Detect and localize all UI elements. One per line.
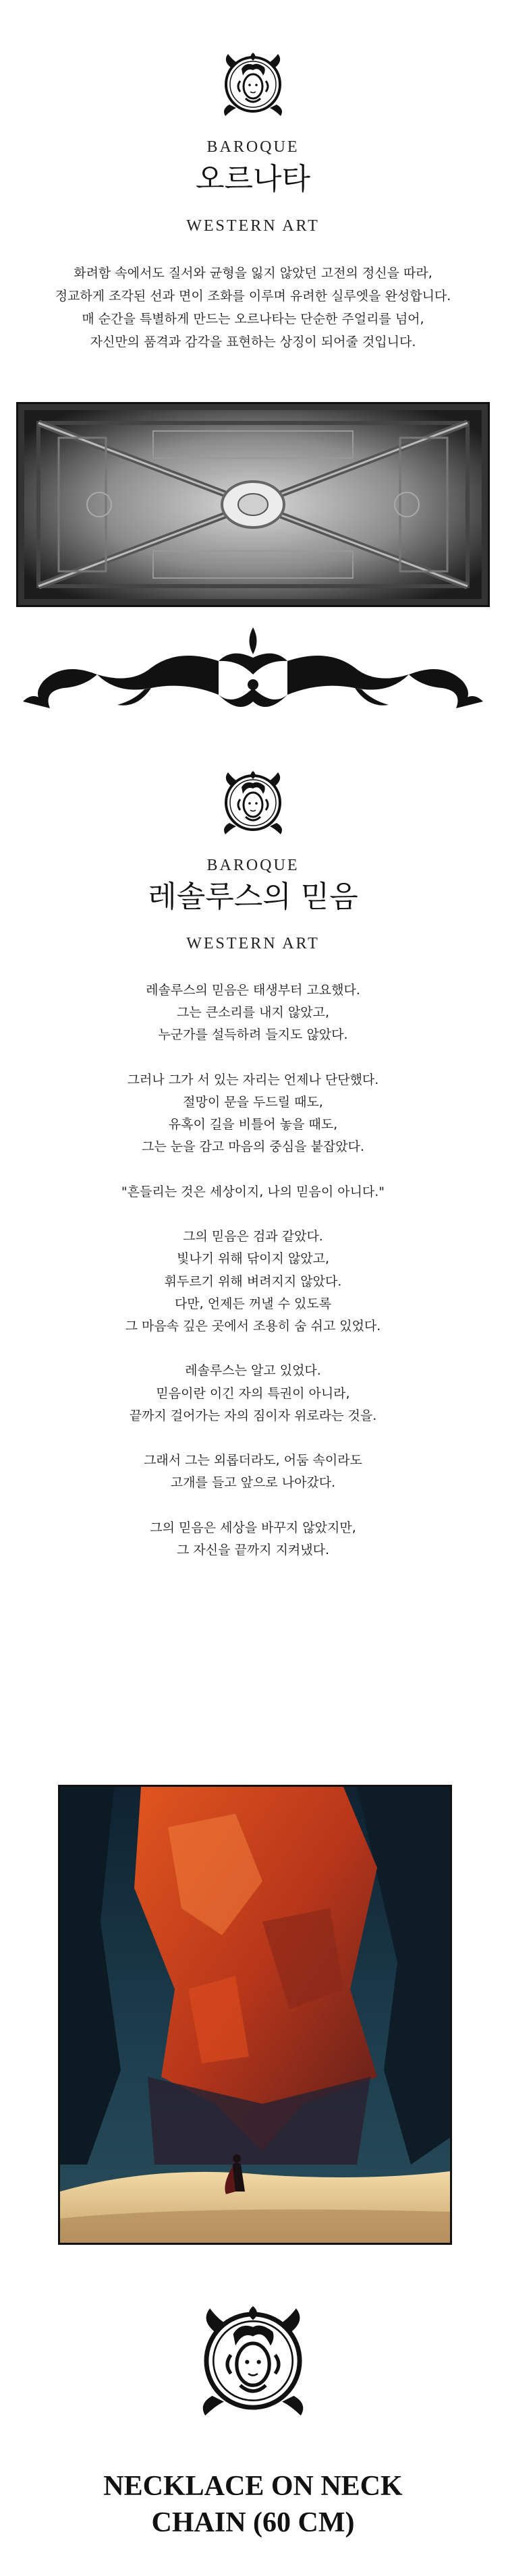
description-line: 정교하게 조각된 선과 면이 조화를 이루며 유려한 실루엣을 완성합니다. — [55, 289, 451, 304]
intro-section — [0, 0, 506, 728]
description-line: 화려함 속에서도 질서와 균형을 잃지 않았던 고전의 정신을 따라, — [74, 266, 432, 281]
product-title-line1: NECKLACE ON NECK — [103, 2471, 403, 2502]
medusa-medallion-logo — [216, 47, 290, 121]
brand-label-top: BAROQUE — [206, 857, 300, 874]
baroque-flourish-divider — [16, 621, 490, 722]
story-section — [0, 728, 506, 2246]
medusa-medallion-logo-large — [189, 2297, 317, 2425]
poem-line: 고개를 들고 앞으로 나아갔다. — [170, 1475, 336, 1491]
poem-line — [0, 1427, 506, 1450]
poem-line — [0, 1203, 506, 1226]
brand-label-bottom: WESTERN ART — [186, 217, 320, 235]
story-poem — [0, 979, 506, 1562]
poem-line: 그 자신을 끝까지 지켜냈다. — [176, 1543, 330, 1558]
poem-line: 그러나 그가 서 있는 자리는 언제나 단단했다. — [127, 1072, 379, 1087]
poem-line: 끝까지 걸어가는 자의 짐이자 위로라는 것을. — [129, 1408, 377, 1423]
brand-label-top: BAROQUE — [206, 138, 300, 156]
poem-line: 다만, 언제든 꺼낼 수 있도록 — [174, 1296, 332, 1311]
poem-line: 그는 큰소리를 내지 않았고, — [176, 1005, 330, 1021]
poem-line: 절망이 문을 두드릴 때도, — [183, 1095, 323, 1110]
poem-line — [0, 1047, 506, 1069]
story-title: 레솔루스의 믿음 — [148, 880, 358, 914]
red-cliff-illustration — [58, 1785, 452, 2245]
medusa-medallion-logo — [216, 766, 290, 840]
brand-label-bottom: WESTERN ART — [186, 935, 320, 952]
description-line: 자신만의 품격과 감각을 표현하는 상징이 되어줄 것입니다. — [90, 335, 416, 349]
poem-line: 누군가를 설득하려 들지도 않았다. — [158, 1027, 348, 1043]
poem-line — [0, 1495, 506, 1517]
poem-line: 그는 눈을 감고 마음의 중심을 붙잡았다. — [142, 1139, 364, 1155]
poem-line: 유혹이 길을 비틀어 놓을 때도, — [168, 1117, 338, 1133]
poem-line: 그의 믿음은 세상을 바꾸지 않았지만, — [150, 1520, 356, 1535]
product-section — [0, 2246, 506, 2576]
poem-line: 레솔루스는 알고 있었다. — [185, 1363, 321, 1379]
poem-line: "흔들리는 것은 세상이지, 나의 믿음이 아니다." — [121, 1184, 385, 1199]
product-title-line2: CHAIN (60 CM) — [151, 2507, 355, 2538]
poem-line: 믿음이란 이긴 자의 특권이 아니라, — [156, 1385, 350, 1401]
poem-line: 빛나기 위해 닦이지 않았고, — [176, 1251, 330, 1267]
baroque-ceiling-photo — [16, 402, 490, 607]
poem-line: 그래서 그는 외롭더라도, 어둠 속이라도 — [144, 1453, 362, 1468]
poem-line — [0, 1159, 506, 1181]
poem-line: 휘두르기 위해 벼려지지 않았다. — [164, 1273, 342, 1289]
poem-line: 그 마음속 깊은 곳에서 조용히 숨 쉬고 있었다. — [125, 1319, 381, 1334]
description-line: 매 순간을 특별하게 만드는 오르나타는 단순한 주얼리를 넘어, — [82, 312, 424, 326]
poem-line: 레솔루스의 믿음은 태생부터 고요했다. — [146, 983, 360, 998]
collection-title: 오르나타 — [195, 162, 310, 196]
poem-line: 그의 믿음은 검과 같았다. — [183, 1229, 323, 1244]
collection-description — [0, 262, 506, 353]
poem-line — [0, 1338, 506, 1360]
